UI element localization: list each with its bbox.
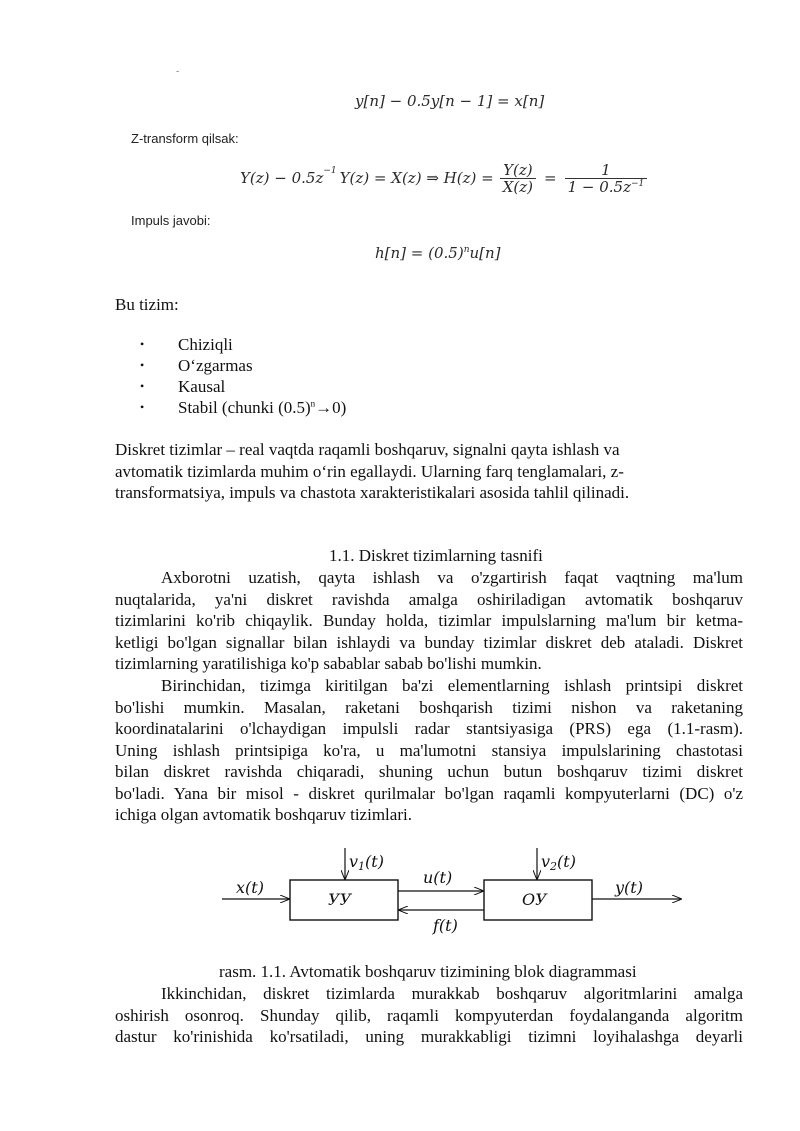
disturbance-2-argument: (t) bbox=[557, 852, 576, 871]
text-line: Ikkinchidan, diskret tizimlarda murakkab boshqaruv algoritmlarini amalga bbox=[161, 984, 743, 1003]
text-line: ketligi bo'lgan signallar bilan ishlaydi va bunday tizimlar diskret deb ataladi. Diskret bbox=[115, 632, 743, 652]
text-line: bo'ladi. Yana bir misol - diskret qurilmalar bo'lgan raqamli kompyuterlarni (DC) o'z bbox=[115, 783, 743, 803]
feedback-signal-label: f(t) bbox=[433, 916, 458, 935]
disturbance-2-label bbox=[541, 852, 576, 873]
page-mark: - bbox=[176, 66, 180, 77]
property-label: O‘zgarmas bbox=[178, 356, 253, 375]
text-line: bilan diskret ravishda chiqaradi, shuning uchun butun boshqaruv tizimi diskret bbox=[115, 762, 743, 781]
eq3-exponent: n bbox=[463, 245, 470, 255]
frac1-denominator: X(z) bbox=[502, 177, 533, 196]
bullet-icon: • bbox=[140, 400, 145, 414]
text-line: avtomatik tizimlarda muhim o‘rin egallaydi. Ularning farq tenglamalari, z- bbox=[115, 461, 624, 481]
frac2-numerator: 1 bbox=[565, 162, 648, 179]
difference-equation: y[n] − 0.5y[n − 1] = x[n] bbox=[355, 92, 545, 110]
text-line: transformatsiya, impuls va chastota xarakteristikalari asosida tahlil qilinadi. bbox=[115, 483, 630, 502]
text-line: bo'lishi mumkin. Masalan, raketani boshqarish tizimi nishon va raketaning bbox=[115, 697, 743, 717]
text-line: dastur ko'rinishida ko'rsatiladi, uning murakkabligi tizimni loyihalashga deyarli bbox=[115, 1027, 743, 1046]
bullet-icon: • bbox=[140, 358, 145, 372]
z-transform-label: Z-transform qilsak: bbox=[131, 131, 239, 146]
text-line: tizimlarini ko'rib chiqaylik. Bunday holda, tizimlar impulslarning ma'lum bir ketma- bbox=[115, 611, 743, 630]
eq2-left: Y(z) − 0.5z bbox=[240, 169, 324, 187]
impulse-response-label: Impuls javobi: bbox=[131, 213, 211, 228]
controller-block-label: УУ bbox=[328, 890, 352, 909]
text-line: Axborotni uzatish, qayta ishlash va o'zgartirish faqat vaqtning ma'lum bbox=[161, 568, 743, 587]
text-line: Uning ishlash printsipiga ko'ra, u ma'lumotni stansiya impulslarining chastotasi bbox=[115, 740, 743, 760]
eq2-equals: = bbox=[543, 169, 557, 187]
text-line: nuqtalarida, ya'ni diskret ravishda amalga oshiriladigan avtomatik boshqaruv bbox=[115, 589, 743, 609]
disturbance-1-subscript: 1 bbox=[358, 860, 366, 873]
section-title: 1.1. Diskret tizimlarning tasnifi bbox=[329, 546, 543, 565]
property-exponent: n bbox=[310, 398, 316, 409]
frac1-numerator: Y(z) bbox=[500, 162, 536, 179]
bullet-icon: • bbox=[140, 337, 145, 351]
text-line: Diskret tizimlar – real vaqtda raqamli boshqaruv, signalni qayta ishlash va bbox=[115, 440, 620, 459]
control-signal-label: u(t) bbox=[423, 868, 453, 887]
text-line: oshirish osonroq. Shunday qilib, raqamli kompyuterdan foydalanganda algoritm bbox=[115, 1005, 743, 1025]
output-signal-label: y(t) bbox=[615, 878, 643, 897]
property-label-suffix: →0) bbox=[315, 398, 347, 417]
disturbance-2-subscript: 2 bbox=[550, 860, 558, 873]
plant-block-label: ОУ bbox=[522, 890, 547, 909]
disturbance-1-label bbox=[349, 852, 384, 873]
disturbance-1-argument: (t) bbox=[365, 852, 384, 871]
disturbance-1-symbol: v bbox=[349, 852, 359, 871]
frac2-exponent: −1 bbox=[630, 178, 645, 189]
text-line: ichiga olgan avtomatik boshqaruv tizimlari. bbox=[115, 805, 412, 824]
property-label: Kausal bbox=[178, 377, 226, 396]
input-signal-label: x(t) bbox=[236, 878, 264, 897]
disturbance-2-symbol: v bbox=[541, 852, 551, 871]
frac2-denominator-text: 1 − 0.5z bbox=[567, 177, 631, 196]
eq3-right: u[n] bbox=[469, 244, 501, 262]
property-label: Chiziqli bbox=[178, 335, 233, 354]
text-line: Birinchidan, tizimga kiritilgan ba'zi elementlarning ishlash printsipi diskret bbox=[161, 676, 743, 695]
system-intro: Bu tizim: bbox=[115, 295, 179, 314]
text-line: koordinatalarini o'lchaydigan impulsli radar stantsiyasiga (PRS) ega (1.1-rasm). bbox=[115, 719, 743, 738]
text-line: tizimlarning yaratilishiga ko'p sabablar sabab bo'lishi mumkin. bbox=[115, 654, 542, 673]
bullet-icon: • bbox=[140, 379, 145, 393]
property-label: Stabil (chunki (0.5) bbox=[178, 398, 311, 417]
eq3-left: h[n] = (0.5) bbox=[375, 244, 464, 262]
figure-caption: rasm. 1.1. Avtomatik boshqaruv tizimining blok diagrammasi bbox=[219, 962, 637, 981]
paragraph-3 bbox=[115, 983, 743, 1048]
transfer-function-equation: Y(z) − 0.5z $^{-1}$ Y(z) = X(z) ⇒ H(z) = $\frac{Y(z)}{X(z)}$ = $\frac{1}{1 - 0.5z^{-1}}$ bbox=[240, 158, 647, 198]
eq2-mid: Y(z) = X(z) ⇒ H(z) = bbox=[339, 169, 494, 187]
